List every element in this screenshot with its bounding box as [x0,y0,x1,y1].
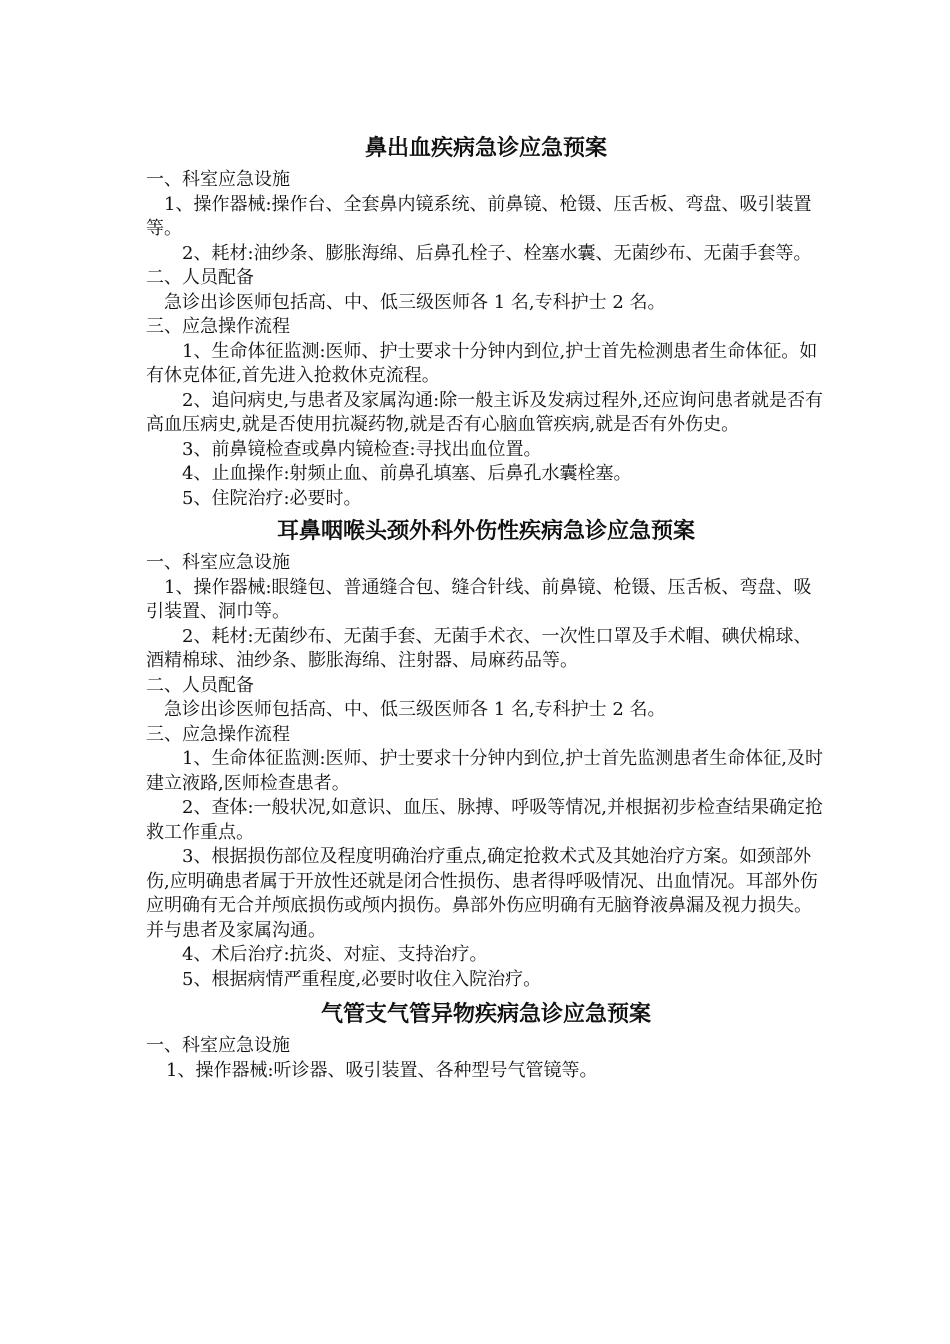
paragraph: 4、止血操作:射频止血、前鼻孔填塞、后鼻孔水囊栓塞。 [182,463,632,484]
subheading-facilities: 一、科室应急设施 [146,1035,290,1056]
paragraph: 2、查体:一般状况,如意识、血压、脉搏、呼吸等情况,并根据初步检查结果确定抢救工作重点。 [146,797,823,843]
paragraph: 4、术后治疗:抗炎、对症、支持治疗。 [182,944,488,965]
subheading-staffing: 二、人员配备 [146,267,254,288]
paragraph: 急诊出诊医师包括高、中、低三级医师各 1 名,专科护士 2 名。 [164,699,666,720]
subheading-procedure: 三、应急操作流程 [146,723,290,745]
paragraph: 5、住院治疗:必要时。 [182,487,362,509]
section-title: 鼻出血疾病急诊应急预案 [364,136,607,161]
subheading-staffing: 二、人员配备 [146,674,254,696]
section-airway-foreign-body [146,1000,826,1083]
paragraph: 5、根据病情严重程度,必要时收住入院治疗。 [182,968,542,990]
section-title: 气管支气管异物疾病急诊应急预案 [320,1002,651,1027]
paragraph: 1、操作器械:眼缝包、普通缝合包、缝合针线、前鼻镜、枪镊、压舌板、弯盘、吸引装置、洞巾等。 [146,576,812,622]
paragraph: 1、生命体征监测:医师、护士要求十分钟内到位,护士首先监测患者生命体征,及时建立液路,医师检查患者。 [146,748,823,794]
subheading-facilities: 一、科室应急设施 [146,169,290,190]
subheading-facilities: 一、科室应急设施 [146,552,290,573]
paragraph: 1、操作器械:听诊器、吸引装置、各种型号气管镜等。 [166,1059,598,1081]
paragraph: 3、前鼻镜检查或鼻内镜检查:寻找出血位置。 [182,438,542,460]
paragraph: 3、根据损伤部位及程度明确治疗重点,确定抢救术式及其她治疗方案。如颈部外伤,应明确患者属于开放性还就是闭合性损伤、患者得呼吸情况、出血情况。耳部外伤应明确有无合并颅底损伤或颅内损伤。鼻部外伤应明确有无脑脊液鼻漏及视力损失。并与患者及家属沟通。 [146,846,818,941]
paragraph: 1、操作器械:操作台、全套鼻内镜系统、前鼻镜、枪镊、压舌板、弯盘、吸引装置等。 [146,193,812,239]
section-title: 耳鼻咽喉头颈外科外伤性疾病急诊应急预案 [276,519,695,544]
paragraph: 2、耗材:油纱条、膨胀海绵、后鼻孔栓子、栓塞水囊、无菌纱布、无菌手套等。 [182,242,812,264]
section-ent-trauma [146,517,826,992]
document-body [146,134,826,1083]
paragraph: 1、生命体征监测:医师、护士要求十分钟内到位,护士首先检测患者生命体征。如有休克体征,首先进入抢救休克流程。 [146,340,818,386]
paragraph: 2、追问病史,与患者及家属沟通:除一般主诉及发病过程外,还应询问患者就是否有高血压病史,就是否使用抗凝药物,就是否有心脑血管疾病,就是否有外伤史。 [146,389,823,435]
section-nosebleed [146,134,826,511]
paragraph: 急诊出诊医师包括高、中、低三级医师各 1 名,专科护士 2 名。 [164,291,666,313]
paragraph: 2、耗材:无菌纱布、无菌手套、无菌手术衣、一次性口罩及手术帽、碘伏棉球、酒精棉球、油纱条、膨胀海绵、注射器、局麻药品等。 [146,625,812,671]
subheading-procedure: 三、应急操作流程 [146,316,290,337]
